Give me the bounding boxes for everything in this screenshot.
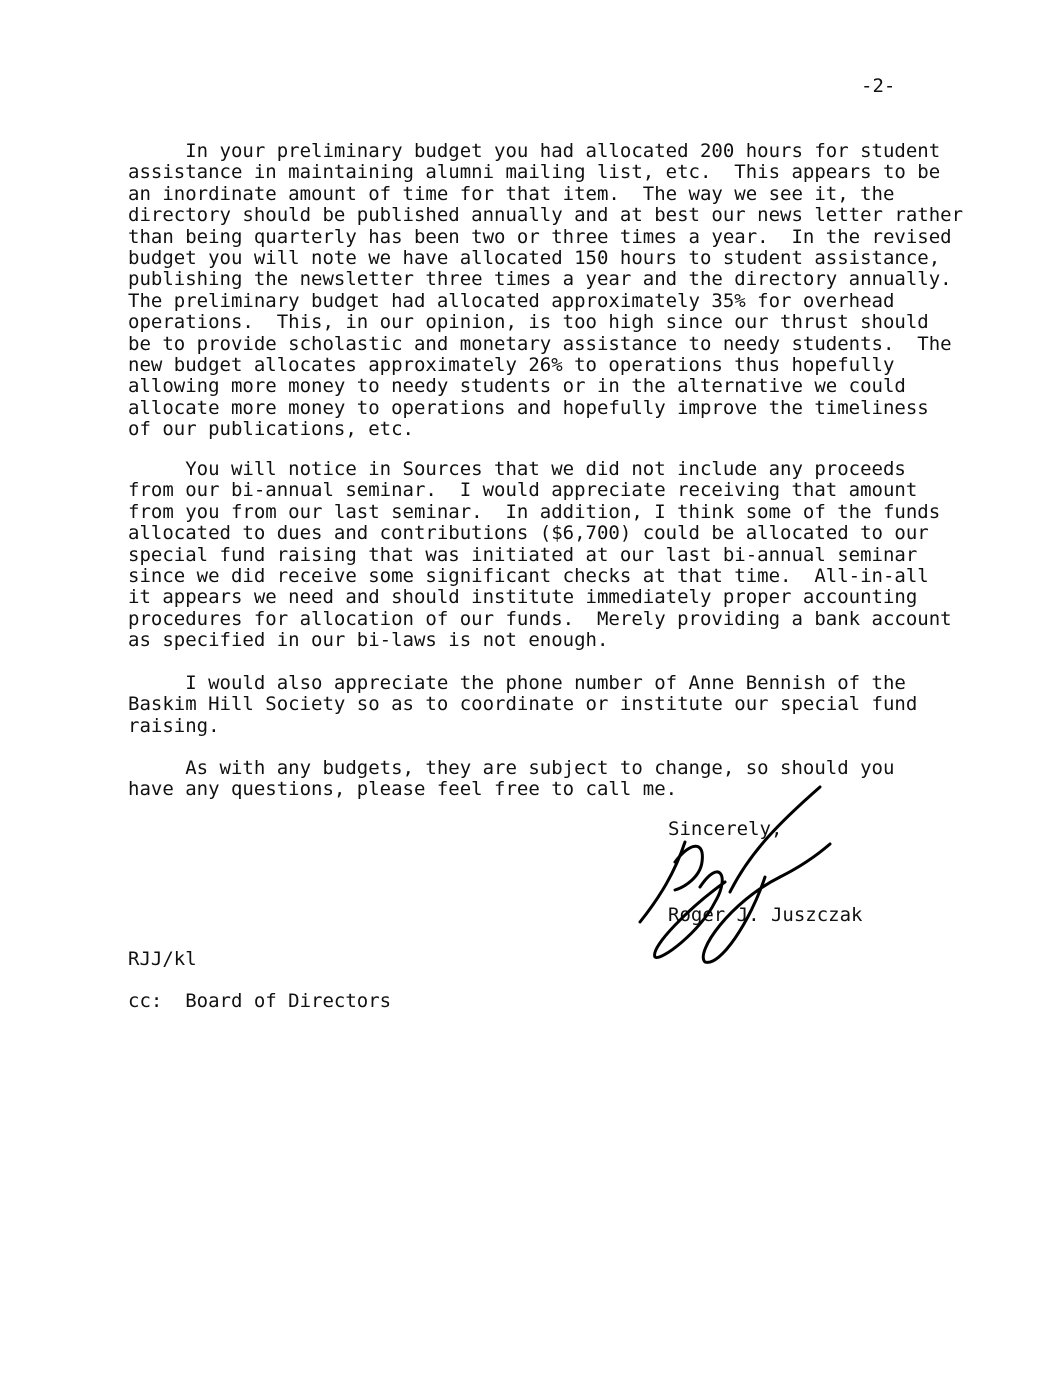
cc-recipient: Board of Directors — [185, 990, 392, 1012]
text-line: You will notice in Sources that we did not include any proceeds — [128, 458, 906, 480]
text-line: allowing more money to needy students or in the alternative we could — [128, 375, 906, 398]
text-line: publishing the newsletter three times a year and the directory annually. — [128, 268, 952, 291]
closing: Sincerely, — [668, 818, 783, 840]
text-line: of our publications, etc. — [128, 418, 414, 441]
text-line: an inordinate amount of time for that item. The way we see it, the — [128, 182, 895, 205]
handwritten-signature — [630, 782, 840, 972]
text-line: from you from our last seminar. In addition, I think some of the funds — [128, 500, 941, 523]
text-line: operations. This, in our opinion, is too high since our thrust should — [128, 311, 929, 334]
signer-name: Roger J. Juszczak — [668, 904, 863, 926]
text-line: directory should be published annually and at best our news letter rather — [128, 204, 964, 227]
text-line: allocate more money to operations and hopefully improve the timeliness — [128, 396, 929, 419]
text-line: In your preliminary budget you had allocated 200 hours for student — [128, 140, 941, 162]
text-line: As with any budgets, they are subject to change, so should you — [128, 757, 895, 779]
text-line: have any questions, please feel free to call me. — [128, 778, 678, 801]
text-line: allocated to dues and contributions ($6,700) could be allocated to our — [128, 522, 929, 545]
text-line: budget you will note we have allocated 150 hours to student assistance, — [128, 247, 941, 269]
text-line: new budget allocates approximately 26% to operations thus hopefully — [128, 354, 895, 376]
text-line: raising. — [128, 714, 220, 737]
cc-label: cc: — [128, 990, 163, 1012]
text-line: assistance in maintaining alumni mailing list, etc. This appears to be — [128, 161, 941, 184]
text-line: procedures for allocation of our funds. Merely providing a bank account — [128, 607, 952, 630]
text-line: as specified in our bi-laws is not enough. — [128, 629, 609, 652]
typist-initials: RJJ/kl — [128, 948, 197, 970]
text-line: The preliminary budget had allocated approximately 35% for overhead — [128, 289, 895, 312]
page-number: -2- — [861, 75, 896, 97]
text-line: I would also appreciate the phone number of Anne Bennish of the — [128, 672, 906, 694]
text-line: from our bi-annual seminar. I would appreciate receiving that amount — [128, 479, 918, 502]
text-line: special fund raising that was initiated at our last bi-annual seminar — [128, 543, 918, 566]
text-line: be to provide scholastic and monetary assistance to needy students. The — [128, 332, 952, 355]
cc-line — [128, 990, 391, 1012]
text-line: Baskim Hill Society so as to coordinate or institute our special fund — [128, 693, 918, 716]
text-line: it appears we need and should institute immediately proper accounting — [128, 586, 918, 609]
text-line: than being quarterly has been two or three times a year. In the revised — [128, 225, 952, 248]
text-line: since we did receive some significant checks at that time. All-in-all — [128, 565, 929, 587]
